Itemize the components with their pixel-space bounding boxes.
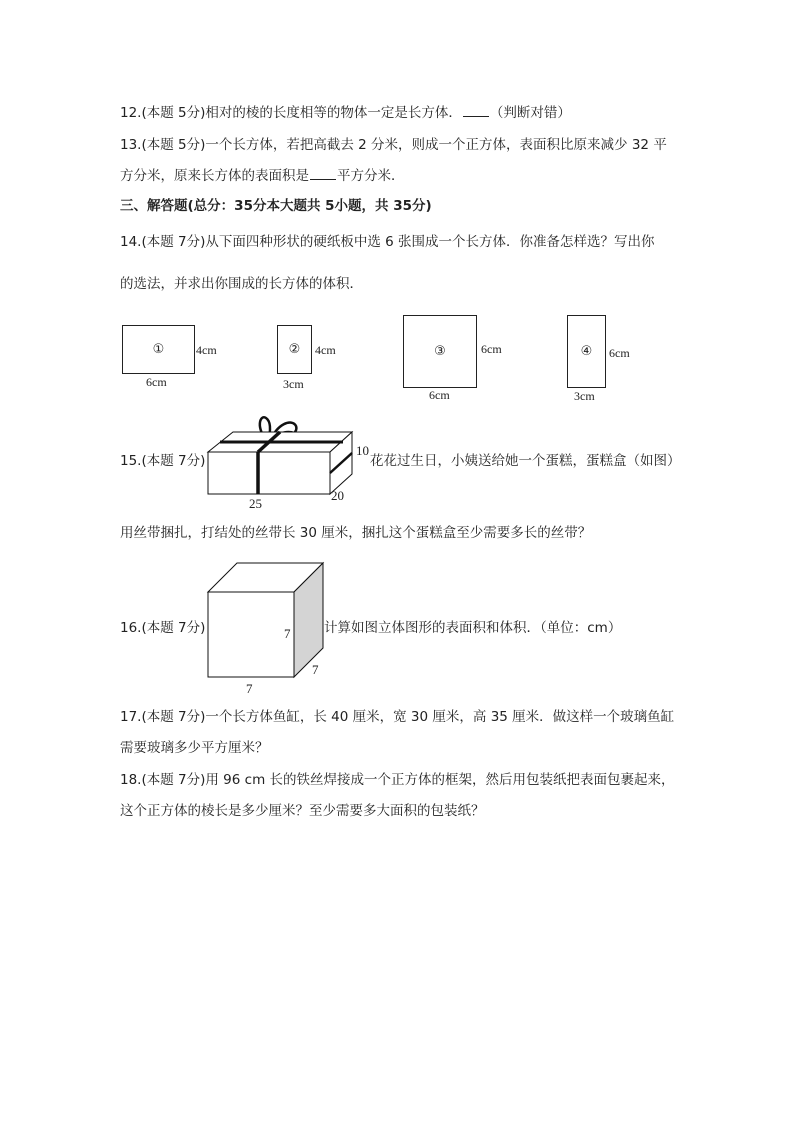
- q13-line1: 13.(本题 5分)一个长方体，若把高截去 2 分米，则成一个正方体，表面积比原来减少 32 平: [120, 137, 667, 153]
- cube-front: [208, 592, 294, 677]
- q15-length-label: 25: [249, 496, 262, 511]
- q13-blank: [310, 167, 336, 180]
- q14-line2: 的选法，并求出你围成的长方体的体积．: [120, 276, 363, 292]
- q15-prefix: 15.(本题 7分): [120, 453, 206, 469]
- q15-height-label: 10: [356, 443, 369, 458]
- shape-2-side: 4cm: [315, 343, 336, 357]
- shape-1-label: ①: [152, 342, 165, 357]
- shape-4-label: ④: [580, 344, 593, 359]
- shape-4-side: 6cm: [609, 346, 630, 360]
- q12-blank: [463, 104, 489, 117]
- q12-text: 12.(本题 5分)相对的棱的长度相等的物体一定是长方体．: [120, 105, 462, 121]
- q16-suffix: 计算如图立体图形的表面积和体积．（单位：cm）: [324, 620, 622, 636]
- shape-3: [403, 315, 477, 388]
- shape-2: [277, 325, 312, 374]
- q15-suffix: 花花过生日，小姨送给她一个蛋糕，蛋糕盒（如图）: [370, 453, 681, 469]
- q13-text-b: 平方分米．: [337, 168, 405, 184]
- q17-line1: 17.(本题 7分)一个长方体鱼缸，长 40 厘米，宽 30 厘米，高 35 厘米．做这样一个玻璃鱼缸: [120, 709, 675, 725]
- q15-line2: 用丝带捆扎，打结处的丝带长 30 厘米，捆扎这个蛋糕盒至少需要多长的丝带？: [120, 525, 592, 541]
- q16-depth-label: 7: [312, 662, 319, 677]
- q12-judge: （判断对错）: [489, 105, 571, 121]
- q18-line1: 18.(本题 7分)用 96 cm 长的铁丝焊接成一个正方体的框架，然后用包装纸把表面包裹起来，: [120, 772, 675, 788]
- q13-line2: [120, 167, 405, 185]
- shape-1-bottom: 6cm: [146, 375, 167, 389]
- box-front: [208, 452, 330, 494]
- shape-4: [567, 315, 606, 388]
- section3-heading: 三、解答题(总分：35分本大题共 5小题，共 35分): [120, 198, 432, 214]
- shape-3-bottom: 6cm: [429, 388, 450, 402]
- q12-line: [120, 104, 571, 122]
- q16-prefix: 16.(本题 7分): [120, 620, 206, 636]
- q16-height-label: 7: [284, 626, 291, 641]
- q16-bottom-label: 7: [246, 681, 253, 696]
- shape-3-label: ③: [434, 344, 446, 359]
- q13-text-a: 方分米，原来长方体的表面积是: [120, 168, 309, 184]
- shape-2-bottom: 3cm: [283, 377, 304, 391]
- shape-4-bottom: 3cm: [574, 389, 595, 403]
- shape-1-side: 4cm: [196, 343, 217, 357]
- q18-line2: 这个正方体的棱长是多少厘米？至少需要多大面积的包装纸？: [120, 803, 485, 819]
- shape-1: [122, 325, 195, 374]
- q14-line1: 14.(本题 7分)从下面四种形状的硬纸板中选 6 张围成一个长方体．你准备怎样选？写出你: [120, 234, 655, 250]
- q17-line2: 需要玻璃多少平方厘米？: [120, 740, 269, 756]
- cake-box-figure: [200, 408, 370, 513]
- shape-2-label: ②: [288, 342, 301, 357]
- q15-width-label: 20: [331, 488, 344, 503]
- shape-3-side: 6cm: [481, 342, 502, 356]
